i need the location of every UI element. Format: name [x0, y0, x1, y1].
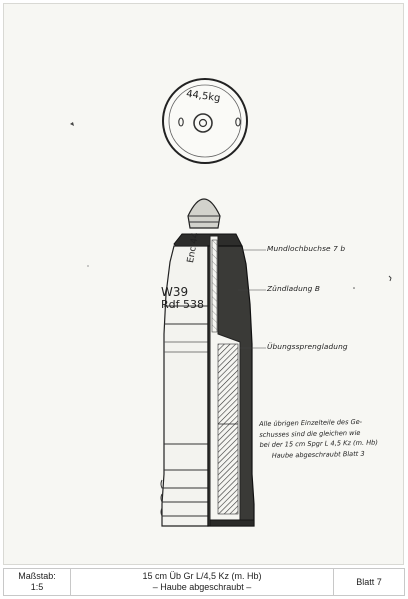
- assembly-note: [259, 417, 378, 462]
- callout-fuze-charge: Zündladung B: [267, 284, 321, 293]
- scale-cell: [4, 569, 71, 595]
- body-marking-lot: Rdf 538: [161, 298, 204, 311]
- callout-nose-socket: Mundlochbuchse 7 b: [267, 244, 346, 253]
- scale-value: 1:5: [30, 582, 44, 592]
- title-block: [3, 568, 405, 596]
- scale-label: Maßstab:: [18, 571, 56, 581]
- drawing-title: 15 cm Üb Gr L/4,5 Kz (m. Hb): [142, 571, 262, 581]
- shell-drawing: [4, 4, 404, 565]
- note-line: Alle übrigen Einzelteile des Ge-: [259, 417, 363, 428]
- note-line: schusses sind die gleichen wie: [259, 428, 361, 439]
- shell-side-section: [161, 199, 266, 526]
- drawing-subtitle: – Haube abgeschraubt –: [152, 582, 252, 592]
- weight-label: 44,5kg: [185, 88, 222, 105]
- callout-practice-charge: Übungssprengladung: [267, 342, 348, 351]
- note-line: bei der 15 cm Spgr L 4,5 Kz (m. Hb): [259, 438, 378, 450]
- sheet-cell: [334, 569, 404, 595]
- drawing-sheet: [3, 3, 404, 565]
- title-cell: [71, 569, 334, 595]
- note-line: Haube abgeschraubt Blatt 3: [271, 449, 365, 460]
- body-marking-top: Enc 44: [186, 231, 202, 264]
- sheet-number: Blatt 7: [356, 576, 382, 587]
- body-marking-model: W39: [161, 285, 189, 299]
